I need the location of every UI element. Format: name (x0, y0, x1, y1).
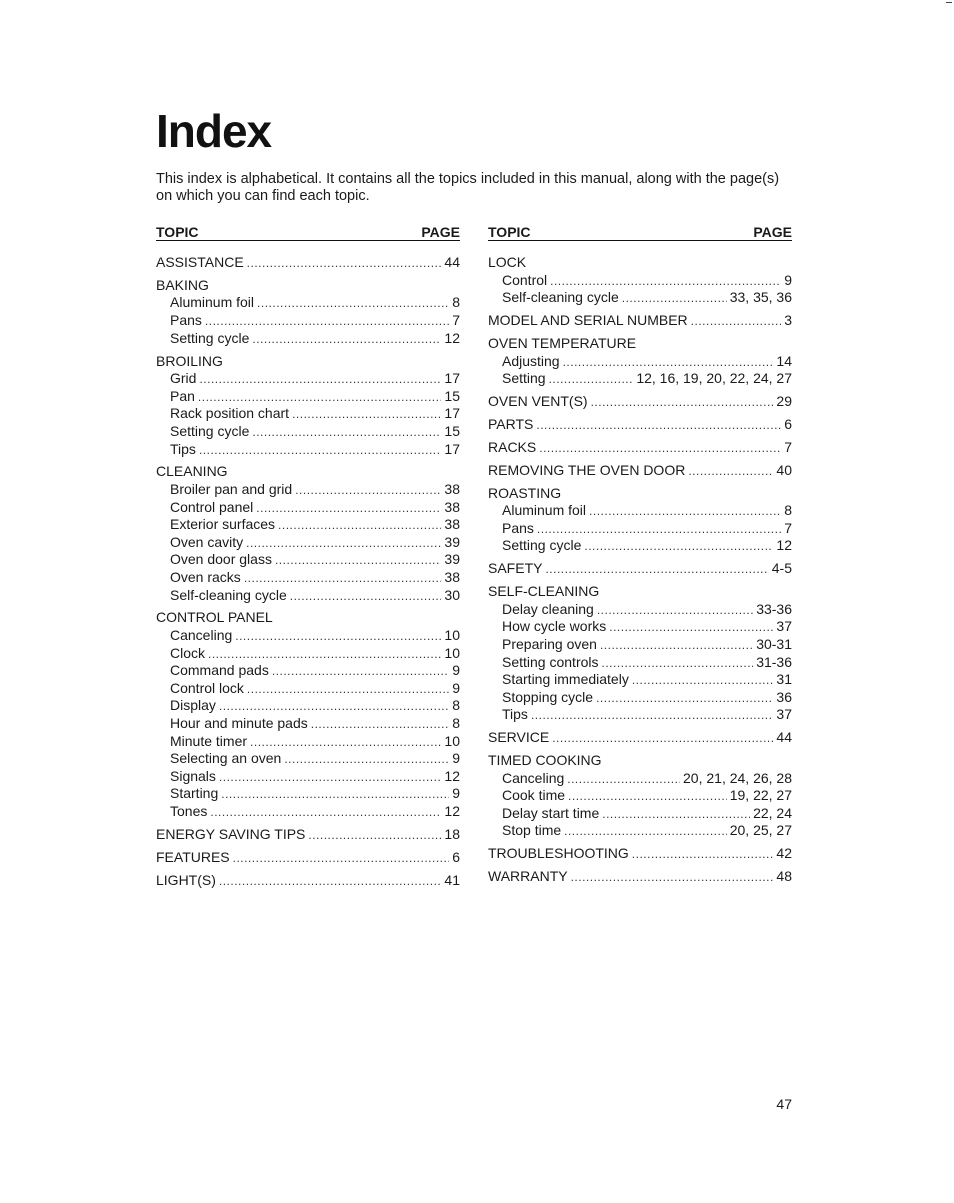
index-topic (156, 849, 460, 867)
dot-leader (311, 716, 449, 734)
subtopic-label: Setting cycle (170, 329, 250, 346)
dot-leader (591, 394, 774, 412)
index-subtopic (488, 654, 792, 672)
dot-leader (252, 331, 441, 349)
page-ref: 37 (776, 618, 792, 635)
index-entry (488, 583, 792, 724)
index-subtopic (488, 289, 792, 307)
index-subtopic (156, 768, 460, 786)
index-subtopic (488, 601, 792, 619)
subtopic-label: How cycle works (502, 618, 607, 635)
index-topic (488, 752, 792, 770)
dot-leader (600, 637, 753, 655)
subtopic-label: Tips (502, 706, 528, 723)
index-subtopic (156, 388, 460, 406)
index-column-right (488, 221, 792, 891)
index-entry (488, 462, 792, 480)
index-entry (488, 393, 792, 411)
margin-mark (946, 2, 952, 3)
intro-text: This index is alphabetical. It contains all the topics included in this manual, along with the page(s) on which you can find each topic. (156, 171, 780, 204)
index-subtopic (156, 587, 460, 605)
page-ref: 7 (784, 519, 792, 536)
subtopic-label: Broiler pan and grid (170, 481, 293, 498)
page-ref: 22, 24 (753, 804, 792, 821)
topic-label: MODEL AND SERIAL NUMBER (488, 312, 688, 329)
page-ref: 10 (444, 732, 460, 749)
page-ref: 3 (784, 312, 792, 329)
page-ref: 12 (444, 329, 460, 346)
subtopic-label: Aluminum foil (170, 294, 255, 311)
subtopic-label: Selecting an oven (170, 750, 282, 767)
page-ref: 12 (444, 767, 460, 784)
page-ref: 6 (452, 848, 460, 865)
dot-leader (563, 354, 774, 372)
index-entry (488, 845, 792, 863)
topic-label: OVEN VENT(S) (488, 393, 588, 410)
index-subtopic (488, 353, 792, 371)
column-header (488, 221, 792, 241)
index-subtopic (156, 516, 460, 534)
index-subtopic (156, 733, 460, 751)
dot-leader (564, 823, 727, 841)
dot-leader (596, 690, 773, 708)
dot-leader (278, 517, 441, 535)
index-subtopic (488, 520, 792, 538)
index-subtopic (488, 502, 792, 520)
subtopic-label: Minute timer (170, 732, 248, 749)
index-subtopic (156, 662, 460, 680)
index-subtopic (156, 330, 460, 348)
page-ref: 4-5 (771, 560, 792, 577)
page-ref: 38 (444, 481, 460, 498)
page-ref: 12, 16, 19, 20, 22, 24, 27 (636, 370, 792, 387)
page-ref: 18 (444, 825, 460, 842)
page-ref: 19, 22, 27 (729, 787, 792, 804)
dot-leader (531, 707, 773, 725)
page-ref: 42 (776, 845, 792, 862)
page-ref: 17 (444, 370, 460, 387)
index-subtopic (156, 569, 460, 587)
page-ref: 9 (452, 785, 460, 802)
dot-leader (250, 734, 441, 752)
index-subtopic (488, 706, 792, 724)
subtopic-label: Stopping cycle (502, 688, 594, 705)
index-subtopic (488, 537, 792, 555)
index-entry (488, 729, 792, 747)
dot-leader (257, 295, 449, 313)
page-ref: 14 (776, 352, 792, 369)
subtopic-label: Pan (170, 387, 195, 404)
topic-label: ENERGY SAVING TIPS (156, 825, 306, 842)
index-subtopic (488, 272, 792, 290)
page-ref: 10 (444, 627, 460, 644)
dot-leader (247, 681, 449, 699)
index-topic (156, 826, 460, 844)
dot-leader (246, 535, 441, 553)
page-ref: 29 (776, 393, 792, 410)
dot-leader (210, 804, 441, 822)
dot-leader (688, 463, 773, 481)
index-subtopic (156, 370, 460, 388)
subtopic-label: Setting controls (502, 653, 599, 670)
subtopic-label: Tones (170, 803, 208, 819)
page-ref: 38 (444, 568, 460, 585)
index-entry (156, 277, 460, 347)
subtopic-label: Adjusting (502, 352, 560, 369)
index-topic (156, 609, 460, 627)
topic-label: ROASTING (488, 484, 562, 501)
topic-label: OVEN TEMPERATURE (488, 334, 637, 351)
dot-leader (691, 313, 782, 331)
dot-leader (584, 538, 773, 556)
page-ref: 7 (784, 438, 792, 455)
topic-label: ASSISTANCE (156, 254, 244, 270)
dot-leader (272, 663, 449, 681)
index-subtopic (156, 680, 460, 698)
dot-leader (622, 290, 727, 308)
page-ref: 8 (452, 697, 460, 714)
subtopic-label: Canceling (170, 627, 233, 644)
subtopic-label: Self-cleaning cycle (170, 586, 287, 603)
dot-leader (199, 442, 441, 460)
index-entry (156, 254, 460, 272)
topic-label: SAFETY (488, 560, 543, 577)
page-ref: 8 (452, 715, 460, 732)
subtopic-label: Oven racks (170, 568, 241, 585)
page-ref: 36 (776, 688, 792, 705)
page-ref: 7 (452, 312, 460, 329)
topic-label: LOCK (488, 254, 527, 270)
dot-leader (632, 846, 774, 864)
index-entry (488, 868, 792, 886)
index-topic (488, 868, 792, 886)
index-column-left (156, 221, 460, 895)
index-subtopic (488, 370, 792, 388)
subtopic-label: Setting cycle (502, 537, 582, 554)
index-subtopic (156, 294, 460, 312)
dot-leader (290, 588, 442, 606)
page-ref: 33, 35, 36 (729, 289, 792, 306)
page-ref: 10 (444, 644, 460, 661)
dot-leader (550, 273, 781, 291)
dot-leader (284, 751, 449, 769)
page-ref: 9 (452, 750, 460, 767)
page-heading: PAGE (421, 224, 460, 240)
page-ref: 6 (784, 415, 792, 432)
page-ref: 8 (452, 294, 460, 311)
index-topic (156, 872, 460, 890)
dot-leader (295, 482, 441, 500)
index-entry (156, 826, 460, 844)
dot-leader (567, 771, 680, 789)
dot-leader (219, 698, 449, 716)
page-ref: 20, 25, 27 (729, 822, 792, 839)
page-ref: 12 (776, 537, 792, 554)
index-subtopic (156, 481, 460, 499)
dot-leader (602, 806, 750, 824)
index-entry (488, 416, 792, 434)
subtopic-label: Self-cleaning cycle (502, 289, 619, 306)
index-entry (488, 560, 792, 578)
page-ref: 15 (444, 422, 460, 439)
dot-leader (632, 672, 774, 690)
index-topic (488, 560, 792, 578)
page-number: 47 (776, 1096, 792, 1112)
topic-label: PARTS (488, 415, 534, 432)
page-ref: 30-31 (756, 635, 792, 652)
page-title: Index (156, 105, 272, 157)
page-heading: PAGE (753, 224, 792, 240)
index-entry (488, 752, 792, 840)
dot-leader (571, 869, 774, 887)
index-topic (488, 312, 792, 330)
page-ref: 48 (776, 868, 792, 885)
page-ref: 9 (452, 679, 460, 696)
index-topic (156, 463, 460, 481)
index-subtopic (488, 787, 792, 805)
page-ref: 17 (444, 440, 460, 457)
page-ref: 38 (444, 516, 460, 533)
topic-label: TROUBLESHOOTING (488, 845, 629, 862)
page-ref: 12 (444, 803, 460, 819)
dot-leader (597, 602, 753, 620)
subtopic-label: Control (502, 271, 548, 288)
page-ref: 40 (776, 461, 792, 478)
index-entry (488, 312, 792, 330)
topic-label: CLEANING (156, 463, 228, 480)
subtopic-label: Cook time (502, 787, 566, 804)
index-topic (156, 353, 460, 371)
subtopic-label: Stop time (502, 822, 562, 839)
dot-leader (256, 500, 441, 518)
index-subtopic (156, 499, 460, 517)
index-entry (156, 849, 460, 867)
topic-label: FEATURES (156, 848, 230, 865)
dot-leader (549, 371, 634, 389)
subtopic-label: Pans (502, 519, 534, 536)
index-entry (488, 485, 792, 555)
index-subtopic (488, 618, 792, 636)
subtopic-label: Starting immediately (502, 671, 629, 688)
topic-heading: TOPIC (488, 224, 531, 240)
page-ref: 39 (444, 533, 460, 550)
dot-leader (568, 788, 727, 806)
page-ref: 8 (784, 502, 792, 519)
dot-leader (219, 769, 442, 787)
index-topic (488, 845, 792, 863)
dot-leader (275, 552, 441, 570)
subtopic-label: Preparing oven (502, 635, 597, 652)
subtopic-label: Rack position chart (170, 405, 290, 422)
dot-leader (252, 424, 441, 442)
index-topic (488, 393, 792, 411)
index-subtopic (156, 715, 460, 733)
page-ref: 33-36 (756, 600, 792, 617)
dot-leader (221, 786, 449, 804)
dot-leader (205, 313, 449, 331)
index-entry (488, 335, 792, 388)
page-ref: 20, 21, 24, 26, 28 (683, 769, 792, 786)
dot-leader (545, 561, 768, 579)
index-entry (156, 463, 460, 604)
page-ref: 44 (776, 729, 792, 746)
page-ref: 9 (784, 271, 792, 288)
index-subtopic (488, 805, 792, 823)
subtopic-label: Setting (502, 370, 546, 387)
subtopic-label: Clock (170, 644, 206, 661)
subtopic-label: Oven door glass (170, 551, 272, 568)
index-topic (488, 485, 792, 503)
page-ref: 38 (444, 498, 460, 515)
dot-leader (609, 619, 773, 637)
index-subtopic (156, 627, 460, 645)
index-topic (488, 729, 792, 747)
dot-leader (244, 570, 442, 588)
page-ref: 15 (444, 387, 460, 404)
dot-leader (235, 628, 441, 646)
page-ref: 9 (452, 662, 460, 679)
index-subtopic (156, 441, 460, 459)
page-ref: 31 (776, 671, 792, 688)
subtopic-label: Starting (170, 785, 219, 802)
subtopic-label: Canceling (502, 769, 565, 786)
subtopic-label: Tips (170, 440, 196, 457)
subtopic-label: Grid (170, 370, 197, 387)
dot-leader (208, 646, 441, 664)
dot-leader (292, 406, 441, 424)
dot-leader (199, 371, 441, 389)
column-header (156, 221, 460, 241)
topic-label: WARRANTY (488, 868, 568, 885)
dot-leader (589, 503, 781, 521)
topic-label: SELF-CLEANING (488, 583, 600, 600)
index-subtopic (156, 423, 460, 441)
topic-label: BAKING (156, 276, 209, 293)
subtopic-label: Exterior surfaces (170, 516, 276, 533)
index-topic (488, 439, 792, 457)
index-subtopic (156, 405, 460, 423)
index-subtopic (156, 750, 460, 768)
subtopic-label: Aluminum foil (502, 502, 587, 519)
page-ref: 39 (444, 551, 460, 568)
page-ref: 17 (444, 405, 460, 422)
dot-leader (308, 827, 441, 845)
index-topic (488, 335, 792, 353)
index-topic (156, 277, 460, 295)
index-subtopic (156, 803, 460, 821)
page-ref: 37 (776, 706, 792, 723)
index-subtopic (156, 312, 460, 330)
index-subtopic (156, 697, 460, 715)
page-ref: 41 (444, 871, 460, 888)
subtopic-label: Signals (170, 767, 216, 784)
page-ref: 44 (444, 254, 460, 270)
index-subtopic (488, 689, 792, 707)
index-entry (156, 353, 460, 459)
index-subtopic (488, 636, 792, 654)
topic-heading: TOPIC (156, 224, 199, 240)
index-entry (488, 439, 792, 457)
index-subtopic (156, 645, 460, 663)
dot-leader (539, 440, 781, 458)
index-subtopic (156, 785, 460, 803)
subtopic-label: Delay start time (502, 804, 600, 821)
index-entry (156, 872, 460, 890)
subtopic-label: Oven cavity (170, 533, 244, 550)
dot-leader (233, 850, 450, 868)
subtopic-label: Control lock (170, 679, 244, 696)
index-topic (488, 254, 792, 272)
topic-label: REMOVING THE OVEN DOOR (488, 461, 686, 478)
dot-leader (198, 389, 442, 407)
index-subtopic (488, 822, 792, 840)
dot-leader (536, 417, 781, 435)
index-topic (156, 254, 460, 272)
subtopic-label: Control panel (170, 498, 254, 515)
index-topic (488, 416, 792, 434)
dot-leader (537, 521, 781, 539)
index-subtopic (156, 534, 460, 552)
index-entry (488, 254, 792, 307)
index-entry (156, 609, 460, 820)
topic-label: BROILING (156, 352, 223, 369)
topic-label: RACKS (488, 438, 537, 455)
dot-leader (247, 255, 442, 273)
topic-label: TIMED COOKING (488, 752, 602, 769)
page-ref: 31-36 (756, 653, 792, 670)
subtopic-label: Command pads (170, 662, 269, 679)
topic-label: SERVICE (488, 729, 550, 746)
subtopic-label: Pans (170, 312, 202, 329)
index-topic (488, 583, 792, 601)
index-subtopic (488, 770, 792, 788)
dot-leader (219, 873, 442, 891)
index-topic (488, 462, 792, 480)
dot-leader (552, 730, 773, 748)
dot-leader (602, 655, 754, 673)
subtopic-label: Delay cleaning (502, 600, 594, 617)
subtopic-label: Display (170, 697, 216, 714)
subtopic-label: Setting cycle (170, 422, 250, 439)
page-ref: 30 (444, 586, 460, 603)
index-subtopic (156, 551, 460, 569)
index-subtopic (488, 671, 792, 689)
subtopic-label: Hour and minute pads (170, 715, 308, 732)
topic-label: CONTROL PANEL (156, 609, 273, 626)
topic-label: LIGHT(S) (156, 871, 216, 888)
